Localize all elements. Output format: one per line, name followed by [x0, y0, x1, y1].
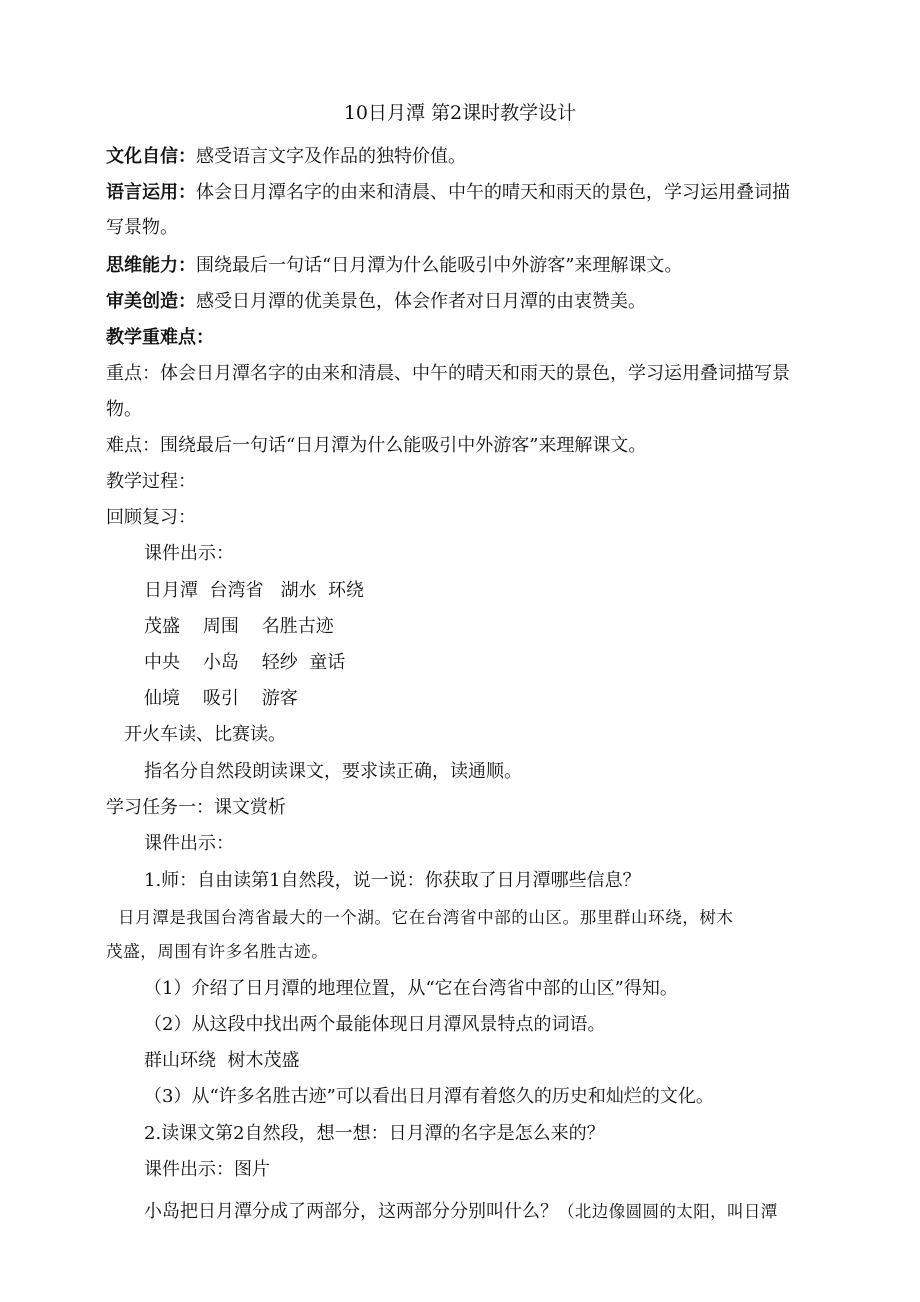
difficulty-point: 难点：围绕最后一句话“日月潭为什么能吸引中外游客”来理解课文。 [106, 435, 647, 456]
goal-language-continued: 写景物。 [106, 217, 178, 238]
process-heading: 教学过程： [106, 471, 196, 492]
point-2: （2）从这段中找出两个最能体现日月潭风景特点的词语。 [144, 1014, 606, 1035]
question-3-text: 小岛把日月潭分成了两部分，这两部分分别叫什么？ [144, 1201, 558, 1222]
question-3-quote: （北边像圆圆的太阳，叫日潭 [558, 1202, 778, 1221]
point-3: （3）从“许多名胜古迹”可以看出日月潭有着悠久的历史和灿烂的文化。 [144, 1086, 714, 1107]
point-2-answer: 群山环绕 树木茂盛 [144, 1050, 300, 1071]
goal-text: 围绕最后一句话“日月潭为什么能吸引中外游客”来理解课文。 [196, 255, 683, 276]
quote-line2: 茂盛，周围有许多名胜古迹。 [106, 942, 329, 961]
train-reading: 开火车读、比赛读。 [124, 724, 286, 745]
review-heading: 回顾复习： [106, 507, 196, 528]
goal-language [106, 181, 790, 205]
goal-label: 思维能力： [106, 255, 196, 276]
vocab-row: 仙境 吸引 游客 [144, 688, 298, 709]
goal-text: 感受日月潭的优美景色，体会作者对日月潭的由衷赞美。 [196, 291, 646, 312]
key-point-line2: 物。 [106, 399, 142, 420]
question-3 [144, 1200, 778, 1224]
document-title: 10日月潭 第2课时教学设计 [343, 102, 577, 124]
point-1: （1）介绍了日月潭的地理位置，从“它在台湾省中部的山区”得知。 [144, 978, 678, 999]
name-reading: 指名分自然段朗读课文，要求读正确，读通顺。 [144, 761, 522, 782]
vocab-row: 中央 小岛 轻纱 童话 [144, 652, 346, 673]
goal-text: 感受语言文字及作品的独特价值。 [196, 146, 466, 167]
task1-heading: 学习任务一：课文赏析 [106, 797, 286, 818]
key-point-line1: 重点：体会日月潭名字的由来和清晨、中午的晴天和雨天的景色，学习运用叠词描写景 [106, 363, 790, 384]
goal-text: 体会日月潭名字的由来和清晨、中午的晴天和雨天的景色，学习运用叠词描 [196, 182, 790, 203]
courseware-label: 课件出示： [144, 833, 234, 854]
question-1: 1.师：自由读第1自然段，说一说：你获取了日月潭哪些信息？ [144, 870, 641, 891]
quote-line1: 日月潭是我国台湾省最大的一个湖。它在台湾省中部的山区。那里群山环绕，树木 [118, 908, 734, 927]
vocab-row: 日月潭 台湾省 湖水 环绕 [144, 580, 365, 601]
question-2: 2.读课文第2自然段，想一想：日月潭的名字是怎么来的？ [144, 1123, 605, 1144]
goal-thinking [106, 254, 682, 278]
courseware-label: 课件出示： [144, 543, 234, 564]
goal-label: 文化自信： [106, 146, 196, 167]
goal-aesthetic [106, 290, 646, 314]
courseware-label: 课件出示：图片 [144, 1159, 270, 1180]
goal-label: 语言运用： [106, 182, 196, 203]
key-points-heading: 教学重难点： [106, 327, 214, 348]
goal-label: 审美创造： [106, 291, 196, 312]
goal-culture [106, 145, 466, 169]
vocab-row: 茂盛 周围 名胜古迹 [144, 616, 334, 637]
